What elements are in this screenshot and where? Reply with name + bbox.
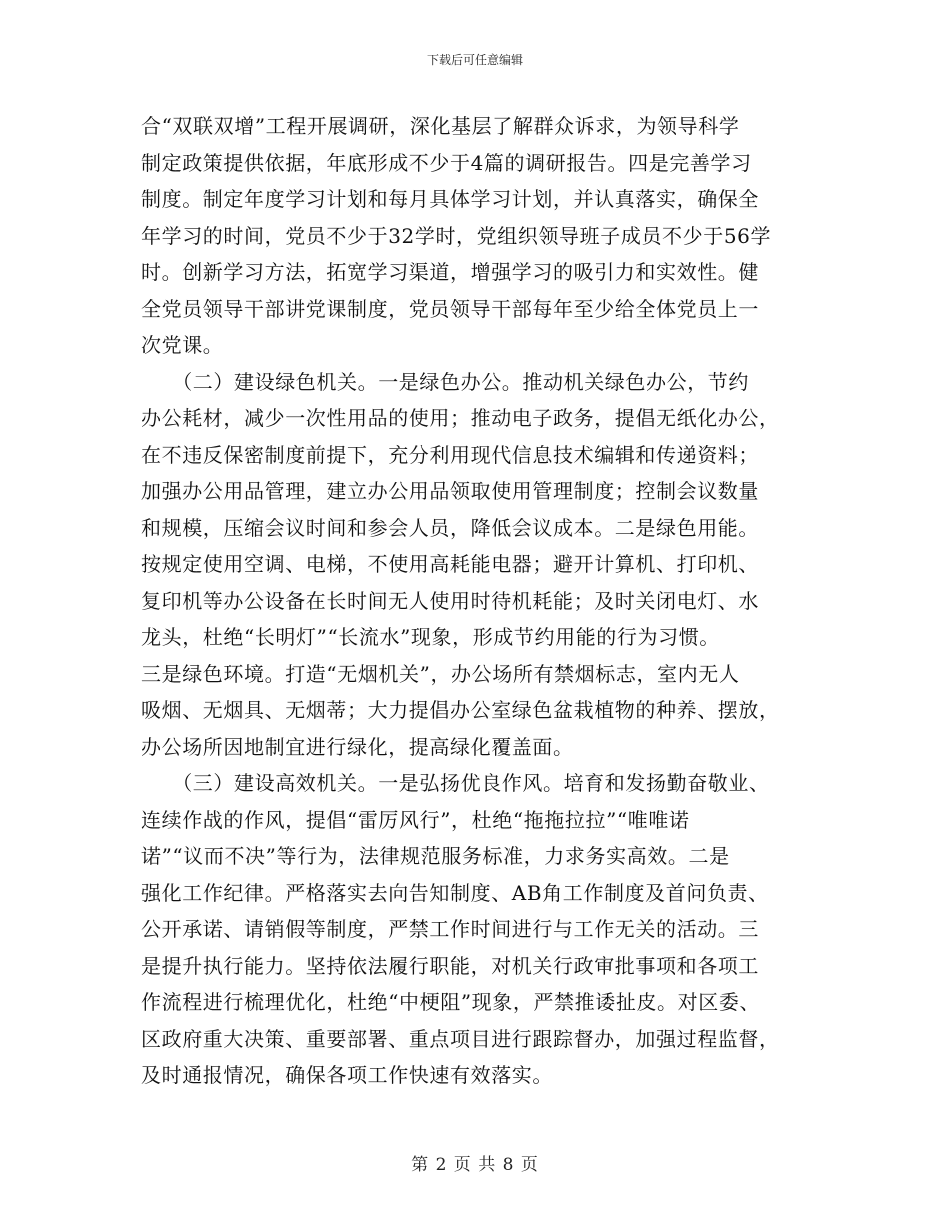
page-footer: 第 2 页 共 8 页 — [411, 1155, 539, 1175]
text-line: 连续作战的作风，提倡“雷厉风行”，杜绝“拖拖拉拉”“唯唯诺 — [141, 807, 690, 832]
text-line: 办公场所因地制宜进行绿化，提高绿化覆盖面。 — [141, 734, 574, 759]
text-line: 和规模，压缩会议时间和参会人员，降低会议成本。二是绿色用能。 — [141, 515, 759, 540]
text-line: （二）建设绿色机关。一是绿色办公。推动机关绿色办公，节约 — [141, 369, 749, 394]
text-line: 三是绿色环境。打造“无烟机关”，办公场所有禁烟标志，室内无人 — [141, 661, 740, 686]
text-line: 时。创新学习方法，拓宽学习渠道，增强学习的吸引力和实效性。健 — [141, 260, 759, 284]
text-line: （三）建设高效机关。一是弘扬优良作风。培育和发扬勤奋敬业、 — [141, 771, 770, 795]
text-line: 吸烟、无烟具、无烟蒂；大力提倡办公室绿色盆栽植物的种养、摆放， — [141, 698, 780, 722]
document-body — [141, 108, 809, 1094]
text-line: 诺”“议而不决”等行为，法律规范服务标准，力求务实高效。二是 — [141, 844, 730, 868]
text-line: 龙头，杜绝“长明灯”“长流水”现象，形成节约用能的行为习惯。 — [141, 625, 720, 649]
page-header: 下载后可任意编辑 — [426, 53, 523, 67]
text-line: 加强办公用品管理，建立办公用品领取使用管理制度；控制会议数量 — [141, 479, 759, 503]
paragraph — [141, 108, 809, 364]
text-line: 是提升执行能力。坚持依法履行职能，对机关行政审批事项和各项工 — [141, 953, 759, 978]
text-line: 全党员领导干部讲党课制度，党员领导干部每年至少给全体党员上一 — [141, 296, 759, 321]
text-line: 区政府重大决策、重要部署、重点项目进行跟踪督办，加强过程监督， — [141, 1026, 780, 1051]
text-line: 公开承诺、请销假等制度，严禁工作时间进行与工作无关的活动。三 — [141, 917, 759, 941]
paragraph — [141, 364, 809, 766]
text-line: 强化工作纪律。严格落实去向告知制度、AB角工作制度及首问负责、 — [141, 880, 769, 905]
text-line: 制度。制定年度学习计划和每月具体学习计划，并认真落实，确保全 — [141, 187, 759, 211]
text-line: 制定政策提供依据，年底形成不少于4篇的调研报告。四是完善学习 — [141, 150, 752, 175]
text-line: 在不违反保密制度前提下，充分利用现代信息技术编辑和传递资料； — [141, 442, 759, 467]
text-line: 办公耗材，减少一次性用品的使用；推动电子政务，提倡无纸化办公， — [141, 406, 780, 430]
text-line: 合“双联双增”工程开展调研，深化基层了解群众诉求，为领导科学 — [141, 114, 740, 138]
text-line: 次党课。 — [141, 333, 224, 357]
text-line: 复印机等办公设备在长时间无人使用时待机耗能；及时关闭电灯、水 — [141, 588, 759, 613]
paragraph — [141, 765, 809, 1094]
text-line: 年学习的时间，党员不少于32学时，党组织领导班子成员不少于56学 — [141, 223, 772, 248]
text-line: 作流程进行梳理优化，杜绝“中梗阻”现象，严禁推诿扯皮。对区委、 — [141, 990, 761, 1014]
text-line: 按规定使用空调、电梯，不使用高耗能电器；避开计算机、打印机、 — [141, 552, 759, 576]
text-line: 及时通报情况，确保各项工作快速有效落实。 — [141, 1063, 553, 1087]
